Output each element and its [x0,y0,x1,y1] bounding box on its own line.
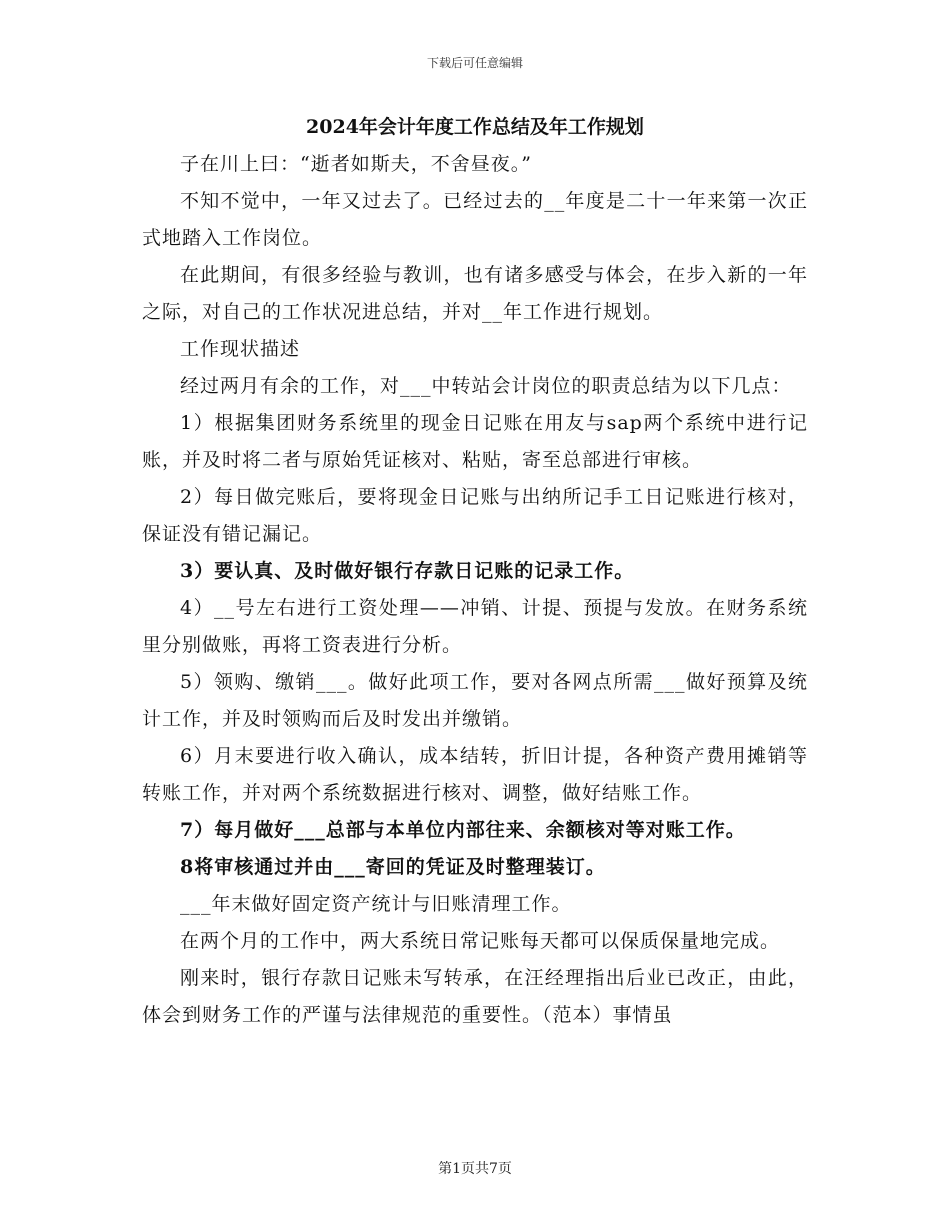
paragraph: 5）领购、缴销___。做好此项工作，要对各网点所需___做好预算及统计工作，并及时领购而后及时发出并缴销。 [142,671,808,730]
paragraph: 不知不觉中，一年又过去了。已经过去的__年度是二十一年来第一次正式地踏入工作岗位。 [142,190,808,249]
paragraph: 经过两月有余的工作，对___中转站会计岗位的职责总结为以下几点： [180,375,792,397]
paragraph: 4）__号左右进行工资处理——冲销、计提、预提与发放。在财务系统里分别做账，再将工资表进行分析。 [142,597,808,656]
paragraph: 1）根据集团财务系统里的现金日记账在用友与sap两个系统中进行记账，并及时将二者与原始凭证核对、粘贴，寄至总部进行审核。 [142,412,808,471]
paragraph: 8将审核通过并由___寄回的凭证及时整理装订。 [180,856,606,878]
paragraph: 2）每日做完账后，要将现金日记账与出纳所记手工日记账进行核对，保证没有错记漏记。 [142,486,808,545]
paragraph: 在此期间，有很多经验与教训，也有诸多感受与体会，在步入新的一年之际，对自己的工作状况进总结，并对__年工作进行规划。 [142,264,808,323]
paragraph: 刚来时，银行存款日记账未写转承，在汪经理指出后业已改正，由此，体会到财务工作的严谨与法律规范的重要性。（范本）事情虽 [142,967,808,1026]
paragraph: 3）要认真、及时做好银行存款日记账的记录工作。 [180,560,635,582]
paragraph-list [142,146,808,1034]
document-title: 2024年会计年度工作总结及年工作规划 [306,116,644,138]
page-number: 第1页共7页 [438,1161,512,1177]
paragraph: 工作现状描述 [180,338,301,360]
paragraph: ___年末做好固定资产统计与旧账清理工作。 [180,893,572,915]
document-body [142,112,808,1034]
paragraph: 6）月末要进行收入确认，成本结转，折旧计提，各种资产费用摊销等转账工作，并对两个系统数据进行核对、调整，做好结账工作。 [142,745,808,804]
header-note: 下载后可任意编辑 [426,56,523,70]
paragraph: 在两个月的工作中，两大系统日常记账每天都可以保质保量地完成。 [180,930,781,952]
paragraph: 7）每月做好___总部与本单位内部往来、余额核对等对账工作。 [180,819,746,841]
paragraph: 子在川上曰：“逝者如斯夫，不舍昼夜。” [180,153,532,175]
